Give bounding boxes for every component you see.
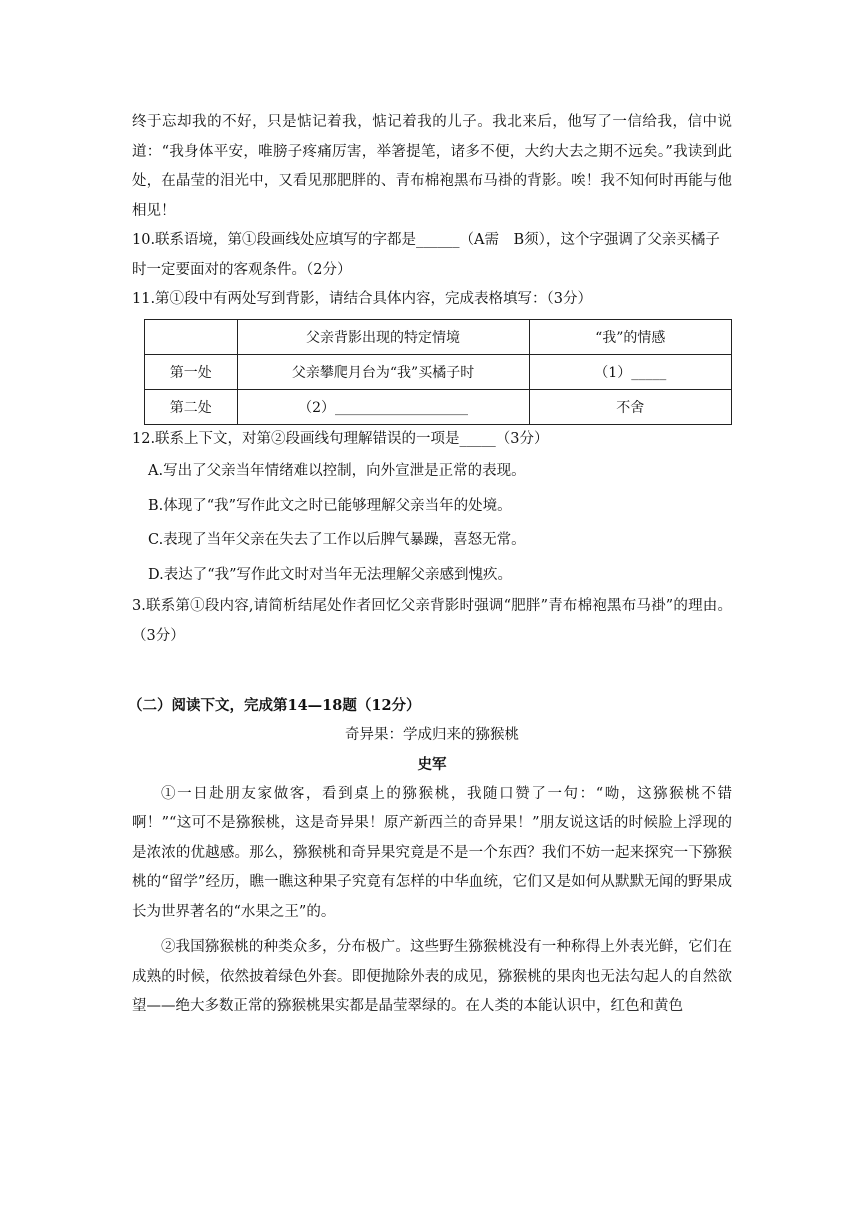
table-cell: （1）_____ bbox=[529, 354, 731, 389]
option-a: A.写出了父亲当年情绪难以控制，向外宣泄是正常的表现。 bbox=[148, 463, 526, 479]
table-cell: 不舍 bbox=[529, 389, 731, 424]
answer-table bbox=[144, 319, 732, 425]
article-title: 奇异果：学成归来的猕猴桃 bbox=[345, 726, 519, 743]
option-d: D.表达了“我”写作此文时对当年无法理解父亲感到愧疚。 bbox=[148, 566, 513, 583]
table-cell: 第一处 bbox=[145, 354, 238, 389]
table-cell bbox=[145, 319, 238, 354]
question-12: 12.联系上下文，对第②段画线句理解错误的一项是_____（3分） bbox=[132, 430, 549, 447]
passage-end-paragraph: 终于忘却我的不好，只是惦记着我，惦记着我的儿子。我北来后，他写了一信给我，信中说道：“我身体平安，唯膀子疼痛厉害，举箸提笔，诸多不便，大约大去之期不远矣。”我读到此处，在晶莹的泪光中，又看见那肥胖的、青布棉袍黑布马褂的背影。唉！我不知何时再能与他相见！ bbox=[132, 114, 732, 219]
option-b: B.体现了“我”写作此文之时已能够理解父亲当年的处境。 bbox=[148, 497, 512, 514]
table-cell: 父亲背影出现的特定情境 bbox=[237, 319, 529, 354]
document-page bbox=[128, 108, 732, 1022]
table-cell: （2）___________________ bbox=[237, 389, 529, 424]
table-cell: 第二处 bbox=[145, 389, 238, 424]
table-cell: 父亲攀爬月台为“我”买橘子时 bbox=[237, 354, 529, 389]
section-2-title: （二）阅读下文，完成第14—18题（12分） bbox=[128, 697, 421, 714]
article-paragraph-2: ②我国猕猴桃的种类众多，分布极广。这些野生猕猴桃没有一种称得上外表光鲜，它们在成熟的时候，依然披着绿色外套。即便抛除外表的成见，猕猴桃的果肉也无法勾起人的自然欲望——绝大多数正常的猕猴桃果实都是晶莹翠绿的。在人类的本能认识中，红色和黄色 bbox=[132, 939, 732, 1014]
article-paragraph-1: ①一日赴朋友家做客，看到桌上的猕猴桃，我随口赞了一句：“呦，这猕猴桃不错啊！”“这可不是猕猴桃，这是奇异果！原产新西兰的奇异果！”朋友说这话的时候脸上浮现的是浓浓的优越感。那么，猕猴桃和奇异果究竟是不是一个东西？我们不妨一起来探究一下猕猴桃的“留学”经历，瞧一瞧这种果子究竟有怎样的中华血统，它们又是如何从默默无闻的野果成长为世界著名的“水果之王”的。 bbox=[132, 785, 732, 920]
question-11: 11.第①段中有两处写到背影，请结合具体内容，完成表格填写：（3分） bbox=[132, 291, 593, 307]
table-header-row bbox=[145, 319, 732, 354]
question-13: 3.联系第①段内容,请简析结尾处作者回忆父亲背影时强调“肥胖”青布棉袍黑布马褂”的理由。（3分） bbox=[132, 598, 732, 644]
question-10: 10.联系语境，第①段画线处应填写的字都是______（A需 B须），这个字强调了父亲买橘子时一定要面对的客观条件。（2分） bbox=[132, 232, 720, 278]
option-c: C.表现了当年父亲在失去了工作以后脾气暴躁，喜怒无常。 bbox=[148, 532, 526, 548]
table-cell: “我”的情感 bbox=[529, 319, 731, 354]
table-row bbox=[145, 389, 732, 424]
table-row bbox=[145, 354, 732, 389]
article-author: 史军 bbox=[417, 756, 447, 773]
